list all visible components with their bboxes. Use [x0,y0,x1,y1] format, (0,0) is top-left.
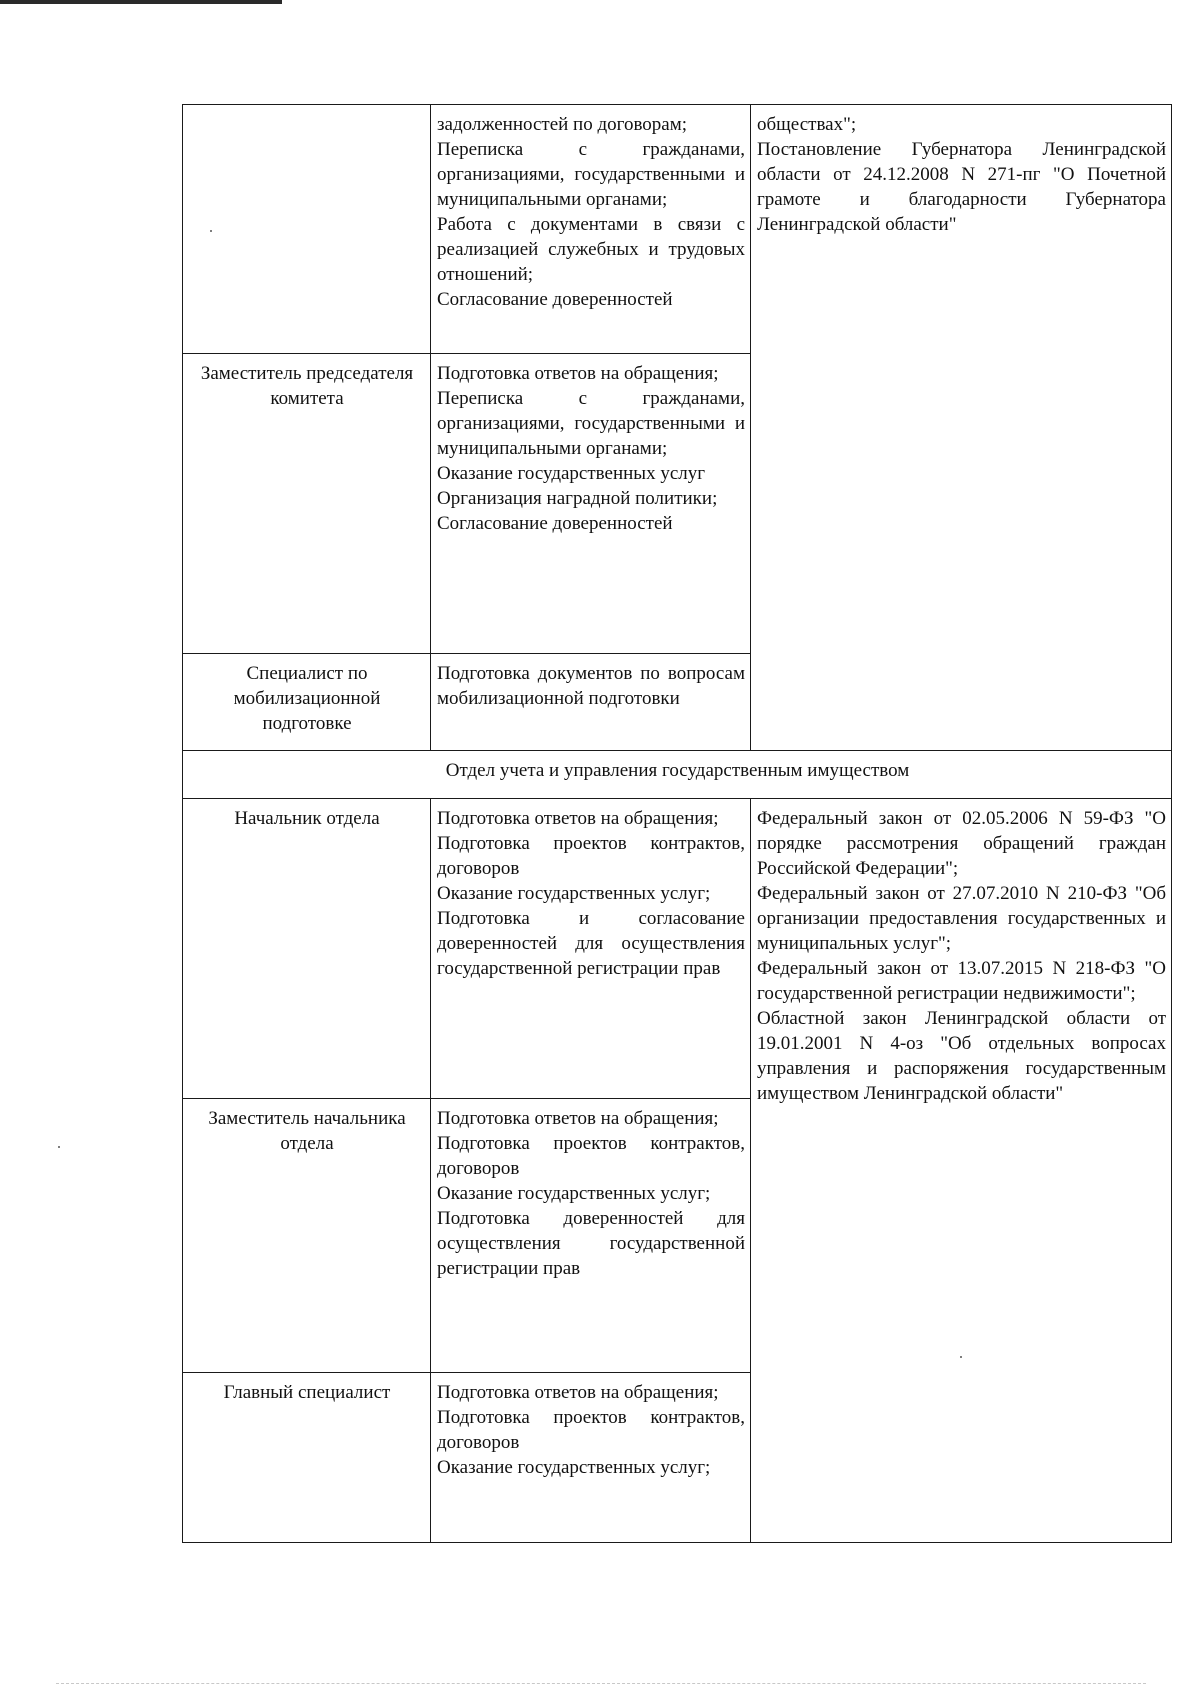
law-item: Федеральный закон от 13.07.2015 N 218-ФЗ "О государственной регистрации недвижимости"; [757,958,1166,1004]
duty-item: Работа с документами в связи с реализацией служебных и трудовых отношений; [437,214,745,285]
duty-item: Подготовка ответов на обращения; [437,808,719,829]
duty-item: Организация наградной политики; [437,488,718,509]
duty-item: Оказание государственных услуг; [437,883,711,904]
duty-item: Согласование доверенностей [437,289,673,310]
duty-item: Подготовка документов по вопросам мобилизационной подготовки [437,663,745,709]
position-title: Главный специалист [223,1382,391,1403]
duties-cell [431,1099,751,1373]
duty-item: задолженностей по договорам; [437,114,688,135]
duty-item: Подготовка ответов на обращения; [437,1108,719,1129]
duty-item: Подготовка и согласование доверенностей для осуществления государственной регистрации прав [437,908,745,979]
position-cell [183,1099,431,1373]
position-title: Специалист по мобилизационной подготовке [233,663,381,734]
section-row [183,751,1172,799]
duty-item: Подготовка проектов контрактов, договоров [437,1133,745,1179]
table-row [183,105,1172,354]
table-row [183,799,1172,1099]
law-item: Федеральный закон от 27.07.2010 N 210-ФЗ "Об организации предоставления государственных и муниципальных услуг"; [757,883,1166,954]
duty-item: Подготовка ответов на обращения; [437,1382,719,1403]
duties-table [182,104,1172,1543]
duty-item: Оказание государственных услуг [437,463,706,484]
duties-cell [431,105,751,354]
position-cell [183,1373,431,1543]
section-title-cell [183,751,1172,799]
position-cell [183,354,431,654]
scan-edge-mark [0,0,282,4]
position-cell [183,799,431,1099]
duty-item: Подготовка ответов на обращения; [437,363,719,384]
duties-cell [431,654,751,751]
duty-item: Оказание государственных услуг; [437,1457,711,1478]
legal-basis-cell [751,799,1172,1543]
duty-item: Подготовка проектов контрактов, договоров [437,1407,745,1453]
duties-cell [431,1373,751,1543]
section-title: Отдел учета и управления государственным имуществом [445,760,910,781]
position-cell [183,654,431,751]
duty-item: Переписка с гражданами, организациями, государственными и муниципальными органами; [437,388,745,459]
law-item: Федеральный закон от 02.05.2006 N 59-ФЗ "О порядке рассмотрения обращений граждан Российской Федерации"; [757,808,1166,879]
duty-item: Переписка с гражданами, организациями, государственными и муниципальными органами; [437,139,745,210]
law-item: Областной закон Ленинградской области от 19.01.2001 N 4-оз "Об отдельных вопросах управления и распоряжения государственным имуществом Ленинградской области" [757,1008,1166,1104]
scan-speck [58,1146,60,1148]
scan-bottom-edge [56,1683,1146,1684]
law-item: Постановление Губернатора Ленинградской области от 24.12.2008 N 271-пг "О Почетной грамоте и благодарности Губернатора Ленинградской области" [757,139,1166,235]
duty-item: Согласование доверенностей [437,513,673,534]
legal-basis-cell [751,105,1172,751]
duty-item: Подготовка проектов контрактов, договоров [437,833,745,879]
duty-item: Оказание государственных услуг; [437,1183,711,1204]
law-item: обществах"; [757,114,857,135]
duties-cell [431,799,751,1099]
position-title: Заместитель начальника отдела [208,1108,406,1154]
duty-item: Подготовка доверенностей для осуществления государственной регистрации прав [437,1208,745,1279]
position-title: Заместитель председателя комитета [200,363,414,409]
duties-cell [431,354,751,654]
position-cell [183,105,431,354]
position-title: Начальник отдела [234,808,380,829]
